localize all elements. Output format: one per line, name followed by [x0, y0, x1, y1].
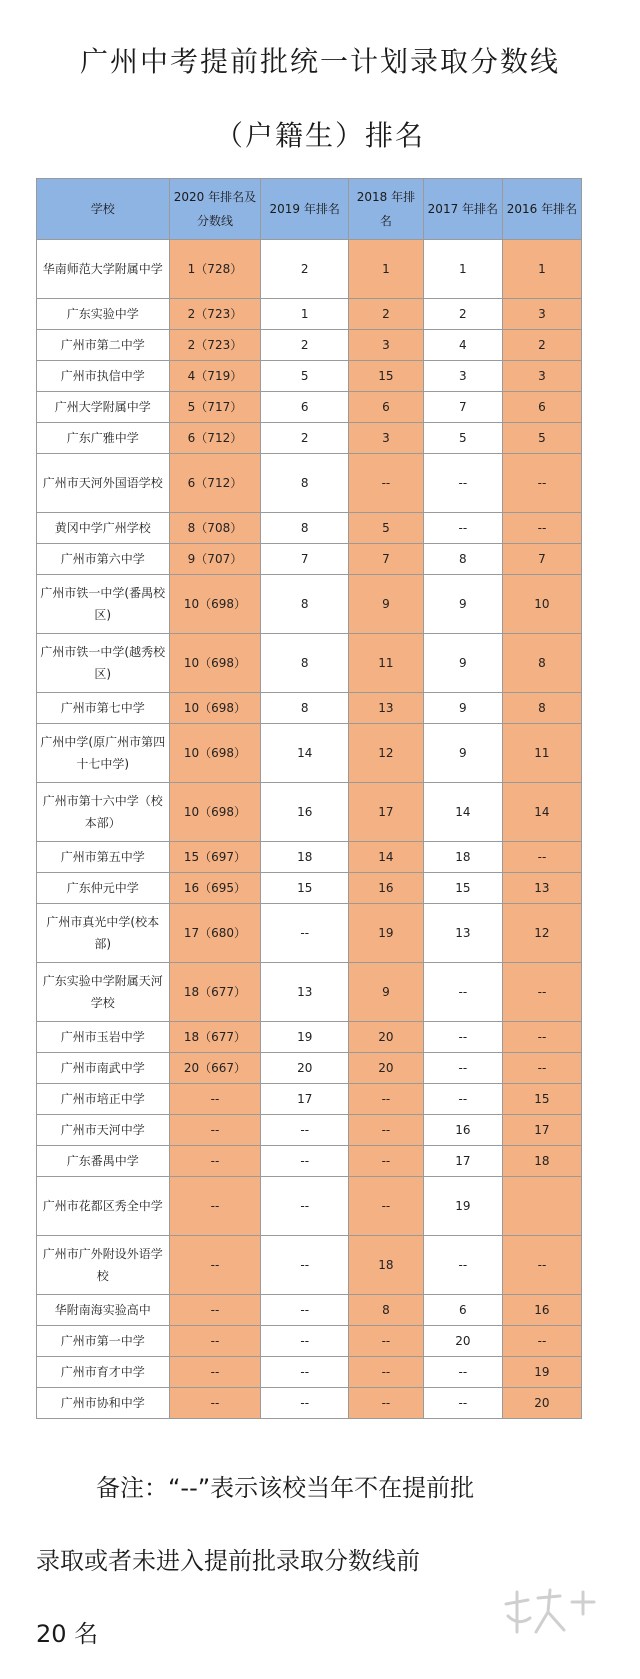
rank-cell-2020: --	[169, 1084, 261, 1115]
rank-cell-2016: --	[502, 842, 581, 873]
rank-cell-2016: 16	[502, 1295, 581, 1326]
rank-cell-2020: 6（712）	[169, 423, 261, 454]
rank-cell-2017: 19	[423, 1177, 502, 1236]
rank-cell-2019: --	[261, 1295, 349, 1326]
rank-cell-2018: 11	[349, 634, 424, 693]
rank-cell-2016: 18	[502, 1146, 581, 1177]
rank-cell-2017: 4	[423, 330, 502, 361]
rank-cell-2016: --	[502, 1053, 581, 1084]
rank-cell-2019: 7	[261, 544, 349, 575]
rank-cell-2018: --	[349, 1388, 424, 1419]
rank-cell-2018: --	[349, 1084, 424, 1115]
rank-cell-2020: --	[169, 1326, 261, 1357]
rank-cell-2020: --	[169, 1146, 261, 1177]
rank-cell-2018: --	[349, 454, 424, 513]
rank-cell-2019: --	[261, 1236, 349, 1295]
rank-cell-2017: 9	[423, 575, 502, 634]
rank-cell-2019: 14	[261, 724, 349, 783]
school-name-cell: 广州市第二中学	[37, 330, 170, 361]
rank-cell-2018: 20	[349, 1022, 424, 1053]
table-row	[37, 361, 582, 392]
rank-cell-2017: 13	[423, 904, 502, 963]
rank-cell-2017: 18	[423, 842, 502, 873]
school-name-cell: 黄冈中学广州学校	[37, 513, 170, 544]
rank-cell-2017: 9	[423, 724, 502, 783]
rank-cell-2018: 3	[349, 330, 424, 361]
school-name-cell: 华南师范大学附属中学	[37, 240, 170, 299]
rank-cell-2019: 18	[261, 842, 349, 873]
rank-cell-2017: --	[423, 1357, 502, 1388]
rank-cell-2019: 8	[261, 575, 349, 634]
table-row	[37, 904, 582, 963]
rank-cell-2016: 3	[502, 361, 581, 392]
table-row	[37, 299, 582, 330]
rank-cell-2018: --	[349, 1357, 424, 1388]
header-2017: 2017 年排名	[423, 179, 502, 240]
school-name-cell: 广州市第一中学	[37, 1326, 170, 1357]
table-row	[37, 575, 582, 634]
table-row	[37, 240, 582, 299]
rank-cell-2018: 18	[349, 1236, 424, 1295]
rank-cell-2019: 13	[261, 963, 349, 1022]
school-name-cell: 广州市育才中学	[37, 1357, 170, 1388]
school-name-cell: 广州市第六中学	[37, 544, 170, 575]
school-name-cell: 广州市协和中学	[37, 1388, 170, 1419]
rank-cell-2017: --	[423, 1053, 502, 1084]
rank-cell-2020: 9（707）	[169, 544, 261, 575]
rank-cell-2020: 6（712）	[169, 454, 261, 513]
header-school: 学校	[37, 179, 170, 240]
rank-cell-2020: 4（719）	[169, 361, 261, 392]
table-row	[37, 783, 582, 842]
table-row	[37, 634, 582, 693]
rank-cell-2017: 14	[423, 783, 502, 842]
rank-cell-2020: 2（723）	[169, 330, 261, 361]
table-row	[37, 693, 582, 724]
rank-cell-2016: 15	[502, 1084, 581, 1115]
rank-cell-2016: 10	[502, 575, 581, 634]
table-row	[37, 1115, 582, 1146]
header-2019: 2019 年排名	[261, 179, 349, 240]
rank-cell-2020: 2（723）	[169, 299, 261, 330]
table-row	[37, 1236, 582, 1295]
rank-cell-2018: 8	[349, 1295, 424, 1326]
note-line-2: 录取或者未进入提前批录取分数线前	[36, 1547, 420, 1575]
rank-cell-2018: 9	[349, 963, 424, 1022]
rank-cell-2020: --	[169, 1177, 261, 1236]
table-row	[37, 724, 582, 783]
table-row	[37, 1295, 582, 1326]
rank-cell-2017: --	[423, 1084, 502, 1115]
rank-cell-2018: 13	[349, 693, 424, 724]
rank-cell-2018: --	[349, 1115, 424, 1146]
table-header-row	[37, 179, 582, 240]
rank-cell-2019: 20	[261, 1053, 349, 1084]
note-line-1: 备注：“--”表示该校当年不在提前批	[96, 1474, 475, 1502]
school-name-cell: 广州市花都区秀全中学	[37, 1177, 170, 1236]
table-row	[37, 513, 582, 544]
table-row	[37, 873, 582, 904]
rank-cell-2018: 1	[349, 240, 424, 299]
rank-cell-2019: 8	[261, 513, 349, 544]
rank-cell-2016: 3	[502, 299, 581, 330]
rank-cell-2018: 6	[349, 392, 424, 423]
rank-cell-2017: 16	[423, 1115, 502, 1146]
table-row	[37, 963, 582, 1022]
rank-cell-2017: 8	[423, 544, 502, 575]
rank-cell-2017: --	[423, 963, 502, 1022]
rank-cell-2017: 20	[423, 1326, 502, 1357]
rank-cell-2020: --	[169, 1115, 261, 1146]
school-name-cell: 广州市玉岩中学	[37, 1022, 170, 1053]
table-row	[37, 1053, 582, 1084]
rank-cell-2019: --	[261, 1388, 349, 1419]
watermark-logo-icon	[498, 1582, 608, 1642]
school-name-cell: 广州市第五中学	[37, 842, 170, 873]
table-row	[37, 392, 582, 423]
rank-cell-2017: 7	[423, 392, 502, 423]
rank-cell-2018: 16	[349, 873, 424, 904]
rank-cell-2020: 10（698）	[169, 724, 261, 783]
rank-cell-2016	[502, 1177, 581, 1236]
school-name-cell: 广州市天河外国语学校	[37, 454, 170, 513]
table-row	[37, 842, 582, 873]
rank-cell-2016: 2	[502, 330, 581, 361]
table-row	[37, 1326, 582, 1357]
rank-cell-2016: 7	[502, 544, 581, 575]
rank-cell-2017: --	[423, 1022, 502, 1053]
rank-cell-2018: 15	[349, 361, 424, 392]
school-name-cell: 广东仲元中学	[37, 873, 170, 904]
rank-cell-2019: 8	[261, 634, 349, 693]
rank-cell-2016: 6	[502, 392, 581, 423]
table-row	[37, 423, 582, 454]
page-title: 广州中考提前批统一计划录取分数线	[79, 45, 560, 78]
rank-cell-2018: 3	[349, 423, 424, 454]
rank-cell-2019: 2	[261, 330, 349, 361]
rank-cell-2016: 8	[502, 693, 581, 724]
rank-cell-2017: 1	[423, 240, 502, 299]
rank-cell-2017: 5	[423, 423, 502, 454]
table-row	[37, 330, 582, 361]
rank-cell-2020: 10（698）	[169, 634, 261, 693]
rank-cell-2020: 18（677）	[169, 1022, 261, 1053]
school-name-cell: 广州市第十六中学（校本部）	[37, 783, 170, 842]
school-name-cell: 广东番禺中学	[37, 1146, 170, 1177]
rank-cell-2019: 17	[261, 1084, 349, 1115]
rank-cell-2018: 2	[349, 299, 424, 330]
rank-cell-2019: --	[261, 1115, 349, 1146]
rank-cell-2020: --	[169, 1295, 261, 1326]
rank-cell-2017: 3	[423, 361, 502, 392]
rank-cell-2017: --	[423, 1388, 502, 1419]
rank-cell-2019: --	[261, 1357, 349, 1388]
rank-cell-2018: 14	[349, 842, 424, 873]
rank-cell-2016: 20	[502, 1388, 581, 1419]
rank-cell-2020: 5（717）	[169, 392, 261, 423]
rank-cell-2018: 9	[349, 575, 424, 634]
school-name-cell: 广州市培正中学	[37, 1084, 170, 1115]
rank-cell-2019: 16	[261, 783, 349, 842]
rank-cell-2020: 10（698）	[169, 575, 261, 634]
page-subtitle: （户籍生）排名	[214, 119, 425, 152]
school-name-cell: 广州中学(原广州市第四十七中学)	[37, 724, 170, 783]
rank-cell-2020: --	[169, 1357, 261, 1388]
rank-cell-2019: 15	[261, 873, 349, 904]
rank-cell-2018: 12	[349, 724, 424, 783]
table-row	[37, 454, 582, 513]
school-name-cell: 广州市南武中学	[37, 1053, 170, 1084]
rank-cell-2017: 15	[423, 873, 502, 904]
rank-cell-2017: --	[423, 513, 502, 544]
rank-cell-2016: --	[502, 1236, 581, 1295]
rank-cell-2018: --	[349, 1146, 424, 1177]
rank-cell-2017: 2	[423, 299, 502, 330]
school-name-cell: 广东广雅中学	[37, 423, 170, 454]
rank-cell-2018: 5	[349, 513, 424, 544]
rank-cell-2016: --	[502, 963, 581, 1022]
rank-cell-2018: 20	[349, 1053, 424, 1084]
rank-cell-2016: --	[502, 454, 581, 513]
rank-cell-2020: 1（728）	[169, 240, 261, 299]
school-name-cell: 广州市天河中学	[37, 1115, 170, 1146]
rank-cell-2017: 17	[423, 1146, 502, 1177]
rank-cell-2018: 19	[349, 904, 424, 963]
rank-cell-2017: 9	[423, 634, 502, 693]
rank-cell-2020: 10（698）	[169, 693, 261, 724]
rank-cell-2016: --	[502, 1022, 581, 1053]
header-2016: 2016 年排名	[502, 179, 581, 240]
rank-cell-2020: 18（677）	[169, 963, 261, 1022]
rank-cell-2019: --	[261, 1326, 349, 1357]
rank-cell-2016: 19	[502, 1357, 581, 1388]
rank-cell-2020: 8（708）	[169, 513, 261, 544]
rank-cell-2018: 17	[349, 783, 424, 842]
rank-cell-2019: --	[261, 1146, 349, 1177]
rank-cell-2019: 2	[261, 240, 349, 299]
school-name-cell: 广东实验中学	[37, 299, 170, 330]
school-name-cell: 广州市第七中学	[37, 693, 170, 724]
school-name-cell: 广州市广外附设外语学校	[37, 1236, 170, 1295]
table-row	[37, 1357, 582, 1388]
rank-cell-2016: 8	[502, 634, 581, 693]
rank-cell-2019: 6	[261, 392, 349, 423]
rank-cell-2019: --	[261, 904, 349, 963]
rank-cell-2019: 8	[261, 454, 349, 513]
rank-cell-2017: --	[423, 454, 502, 513]
rank-cell-2019: --	[261, 1177, 349, 1236]
rank-cell-2019: 2	[261, 423, 349, 454]
rank-cell-2020: 17（680）	[169, 904, 261, 963]
rank-cell-2018: 7	[349, 544, 424, 575]
rank-cell-2016: 13	[502, 873, 581, 904]
rank-cell-2019: 8	[261, 693, 349, 724]
table-row	[37, 1084, 582, 1115]
table-row	[37, 1022, 582, 1053]
table-row	[37, 544, 582, 575]
table-row	[37, 1146, 582, 1177]
school-name-cell: 华附南海实验高中	[37, 1295, 170, 1326]
rank-cell-2019: 1	[261, 299, 349, 330]
school-name-cell: 广东实验中学附属天河学校	[37, 963, 170, 1022]
rank-cell-2020: 15（697）	[169, 842, 261, 873]
rank-cell-2016: 17	[502, 1115, 581, 1146]
ranking-table	[36, 178, 582, 1419]
rank-cell-2018: --	[349, 1326, 424, 1357]
school-name-cell: 广州市铁一中学(越秀校区)	[37, 634, 170, 693]
rank-cell-2020: --	[169, 1388, 261, 1419]
rank-cell-2016: 1	[502, 240, 581, 299]
school-name-cell: 广州大学附属中学	[37, 392, 170, 423]
rank-cell-2016: 11	[502, 724, 581, 783]
rank-cell-2016: 5	[502, 423, 581, 454]
school-name-cell: 广州市铁一中学(番禺校区)	[37, 575, 170, 634]
rank-cell-2017: --	[423, 1236, 502, 1295]
header-2018: 2018 年排名	[349, 179, 424, 240]
rank-cell-2018: --	[349, 1177, 424, 1236]
rank-cell-2017: 6	[423, 1295, 502, 1326]
rank-cell-2016: --	[502, 1326, 581, 1357]
table-row	[37, 1388, 582, 1419]
note-line-3: 20 名	[36, 1620, 99, 1648]
rank-cell-2019: 5	[261, 361, 349, 392]
rank-cell-2016: 12	[502, 904, 581, 963]
school-name-cell: 广州市执信中学	[37, 361, 170, 392]
rank-cell-2017: 9	[423, 693, 502, 724]
rank-cell-2020: 16（695）	[169, 873, 261, 904]
school-name-cell: 广州市真光中学(校本部)	[37, 904, 170, 963]
rank-cell-2020: 10（698）	[169, 783, 261, 842]
rank-cell-2016: --	[502, 513, 581, 544]
table-row	[37, 1177, 582, 1236]
rank-cell-2020: 20（667）	[169, 1053, 261, 1084]
rank-cell-2019: 19	[261, 1022, 349, 1053]
rank-cell-2016: 14	[502, 783, 581, 842]
header-2020: 2020 年排名及分数线	[169, 179, 261, 240]
rank-cell-2020: --	[169, 1236, 261, 1295]
